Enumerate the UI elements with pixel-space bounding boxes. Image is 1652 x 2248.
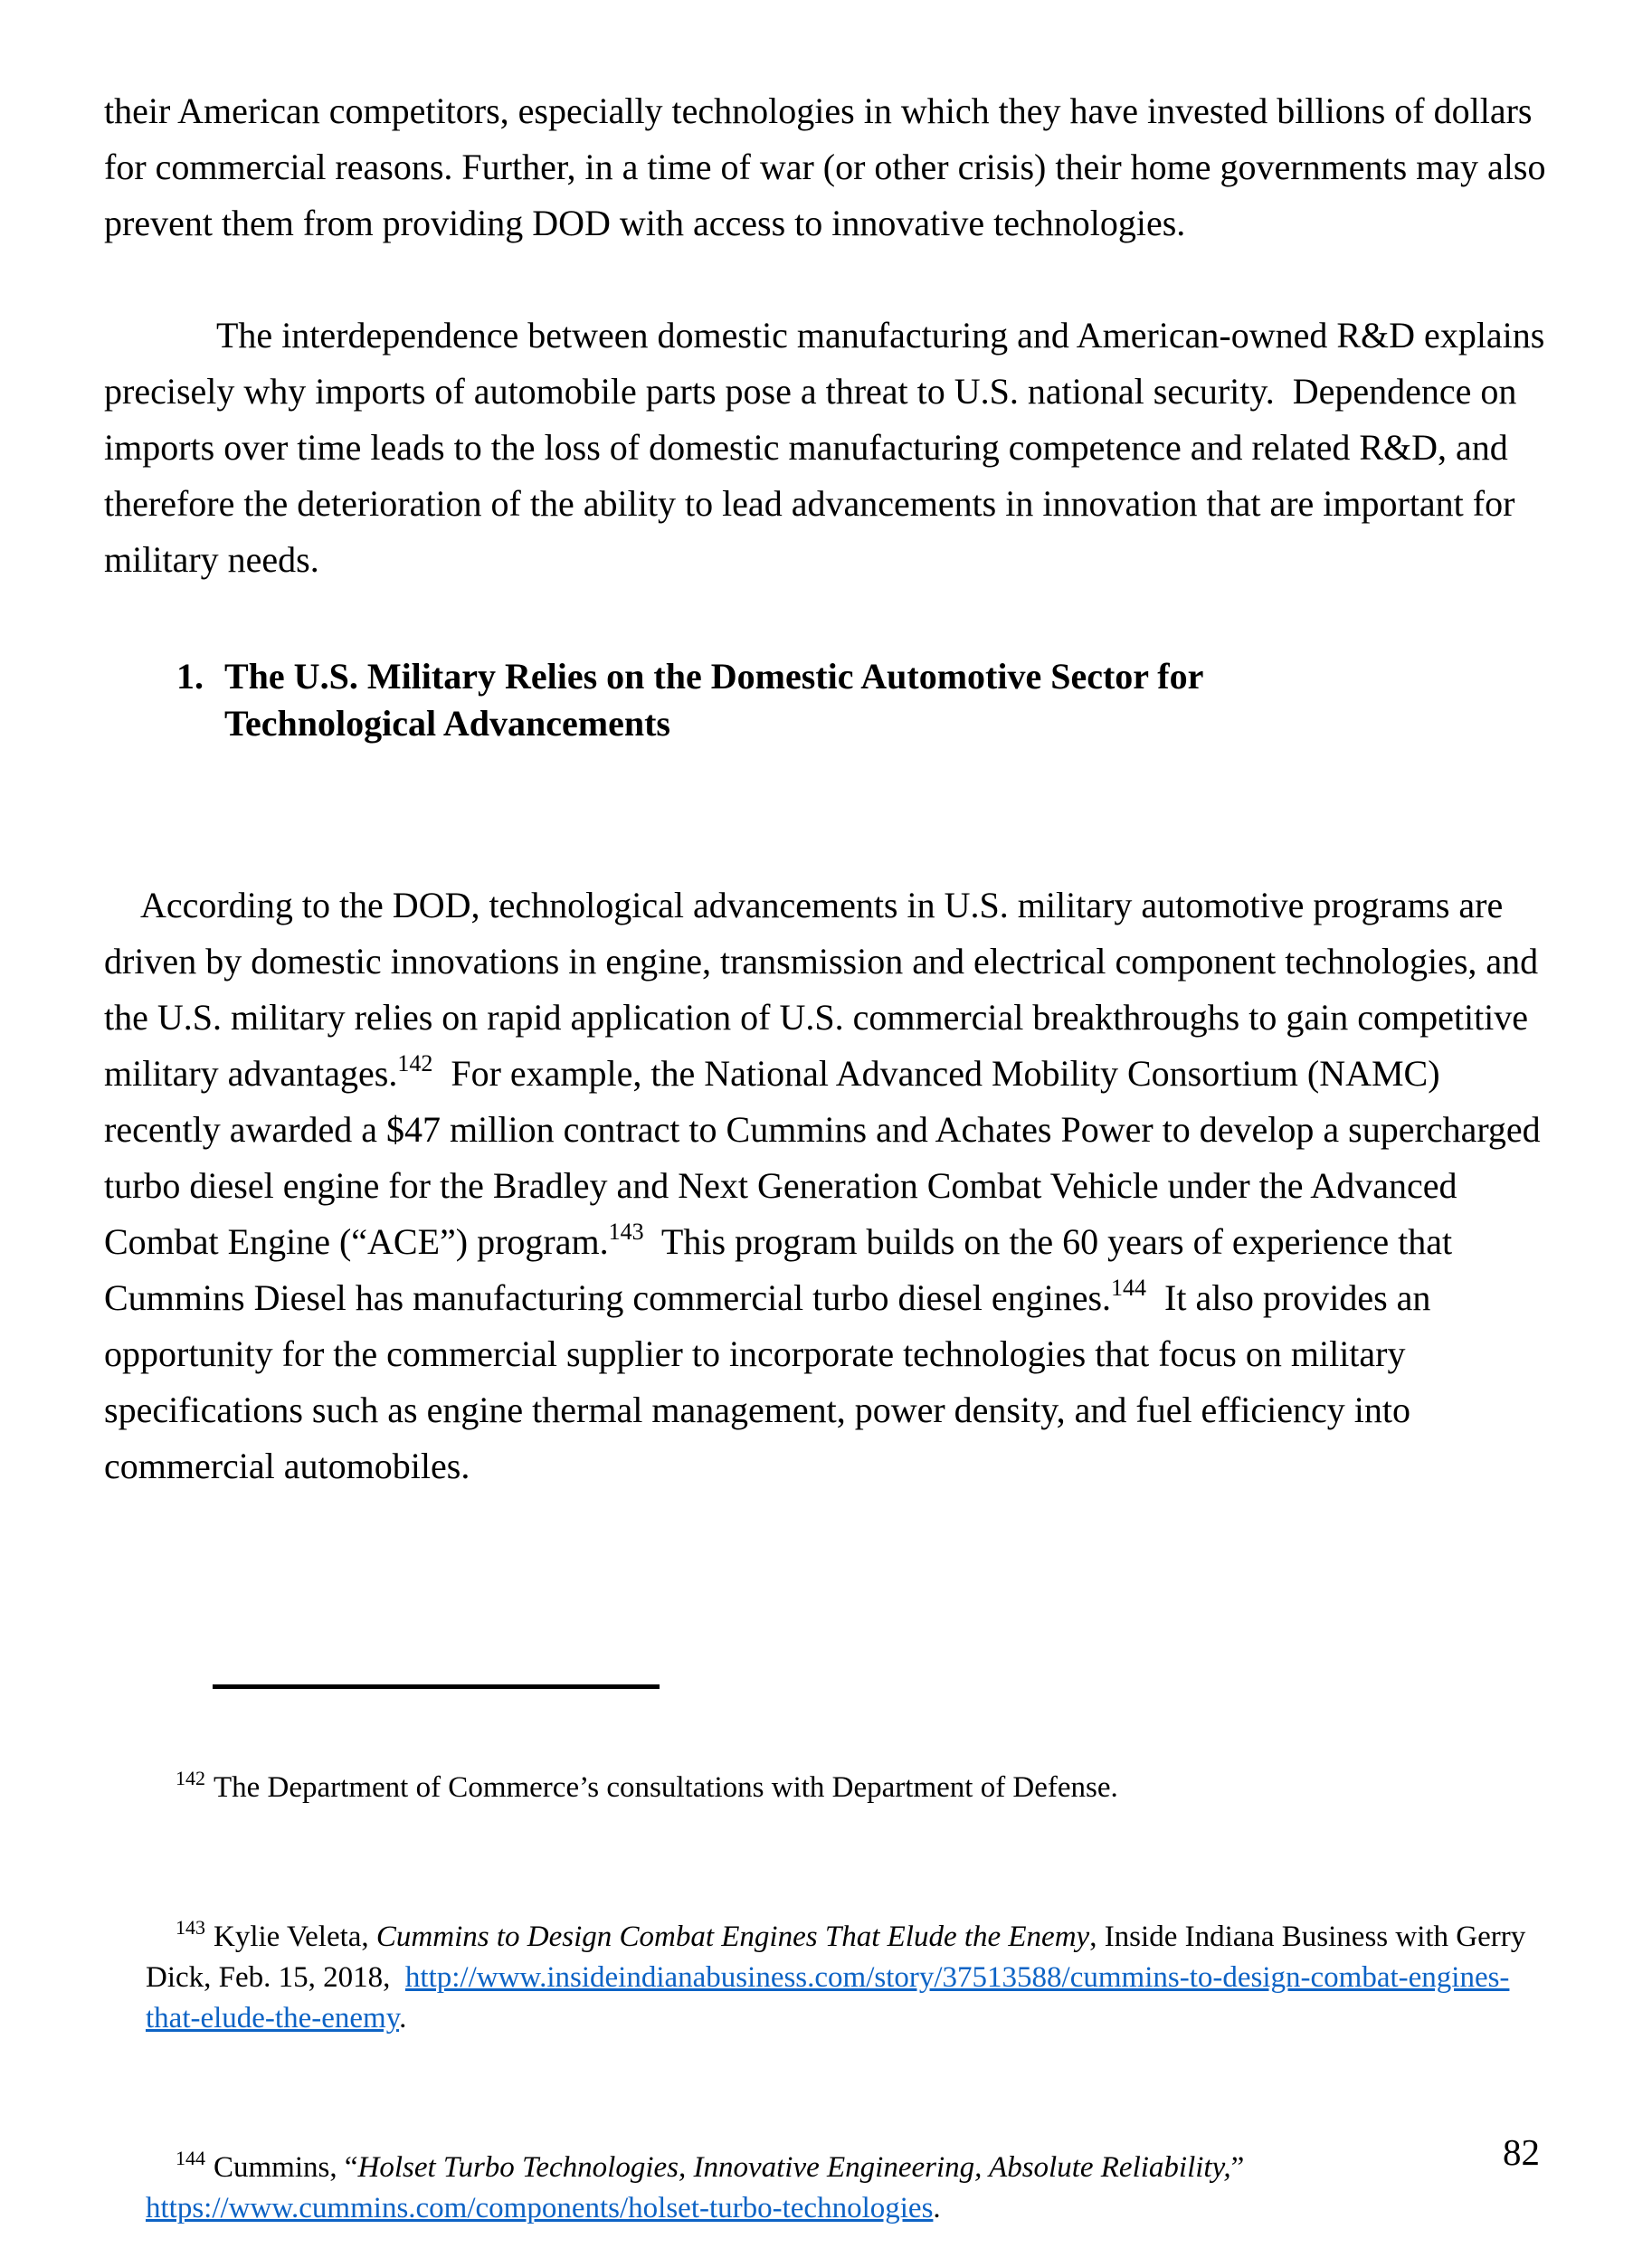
footnote-marker-142: 142	[176, 1767, 205, 1789]
footnote-142	[104, 1727, 1557, 1849]
footnote-text: The Department of Commerce’s consultations with Department of Defense.	[214, 1771, 1118, 1804]
body-paragraph-1: their American competitors, especially technologies in which they have invested billions of dollars for commercial reasons. Further, in a time of war (or other crisis) their home governments may also prevent them from providing DOD with access to innovative technologies.	[104, 90, 1555, 243]
footnote-143	[104, 1876, 1557, 2080]
paragraph-text: According to the DOD, technological advancements in U.S. military automotive programs are driven by domestic innovations in engine, transmission and electrical component technologies, and the U.S. military relies on rapid application of U.S. commercial breakthroughs to gain competitive military advantages.	[104, 885, 1548, 1094]
cited-work-title: Cummins to Design Combat Engines That Elude the Enemy	[375, 1921, 1090, 1953]
footnote-text: Cummins, “	[214, 2151, 358, 2184]
footnote-text: ”	[1230, 2151, 1252, 2184]
cited-work-title: Holset Turbo Technologies, Innovative Engineering, Absolute Reliability,	[357, 2151, 1231, 2184]
footnote-marker-144: 144	[176, 2147, 205, 2169]
heading-line-1: The U.S. Military Relies on the Domestic Automotive Sector for	[224, 656, 1204, 697]
heading-line-2: Technological Advancements	[224, 703, 670, 744]
footnote-hyperlink-cummins[interactable]: https://www.cummins.com/components/holset-turbo-technologies	[146, 2192, 934, 2224]
footnote-separator	[213, 1684, 660, 1689]
footnote-text: .	[933, 2192, 941, 2224]
footnote-text: , Inside Indiana Business with Gerry Dick, Feb. 15, 2018,	[146, 1921, 1533, 1994]
section-heading	[176, 653, 1551, 747]
footnote-text: Kylie Veleta,	[214, 1921, 376, 1953]
heading-number: 1.	[176, 656, 204, 697]
footnote-144	[104, 2107, 1557, 2248]
footnote-ref-143: 143	[608, 1219, 644, 1245]
paragraph-text: This program builds on the 60 years of experience that Cummins Diesel has manufacturing commercial turbo diesel engines.	[104, 1221, 1462, 1318]
paragraph-text: It also provides an opportunity for the commercial supplier to incorporate technologies that focus on military specifications such as engine thermal management, power density, and fuel efficiency into commercial automobiles.	[104, 1277, 1440, 1486]
footnote-ref-142: 142	[397, 1050, 433, 1077]
footnote-ref-144: 144	[1111, 1275, 1147, 1301]
body-paragraph-2: The interdependence between domestic manufacturing and American-owned R&D explains precisely why imports of automobile parts pose a threat to U.S. national security. Dependence on imports over time leads to the loss of domestic manufacturing competence and related R&D, and therefore the deterioration of the ability to lead advancements in innovation that are important for military needs.	[104, 315, 1554, 580]
heading-text	[224, 653, 1203, 747]
footnote-text: .	[399, 2002, 407, 2035]
paragraph-text: For example, the National Advanced Mobility Consortium (NAMC) recently awarded a $47 million contract to Cummins and Achates Power to develop a supercharged turbo diesel engine for the Bradley and Next Generation Combat Vehicle under the Advanced Combat Engine (“ACE”) program.	[104, 1053, 1550, 1262]
body-paragraph-3	[104, 821, 1553, 1551]
footnote-marker-143: 143	[176, 1916, 205, 1939]
footnote-hyperlink-insideindianabusiness[interactable]: http://www.insideindianabusiness.com/story/37513588/cummins-to-design-combat-engines-that-elude-the-enemy	[146, 1961, 1510, 2035]
page-number: 82	[1503, 2131, 1540, 2173]
